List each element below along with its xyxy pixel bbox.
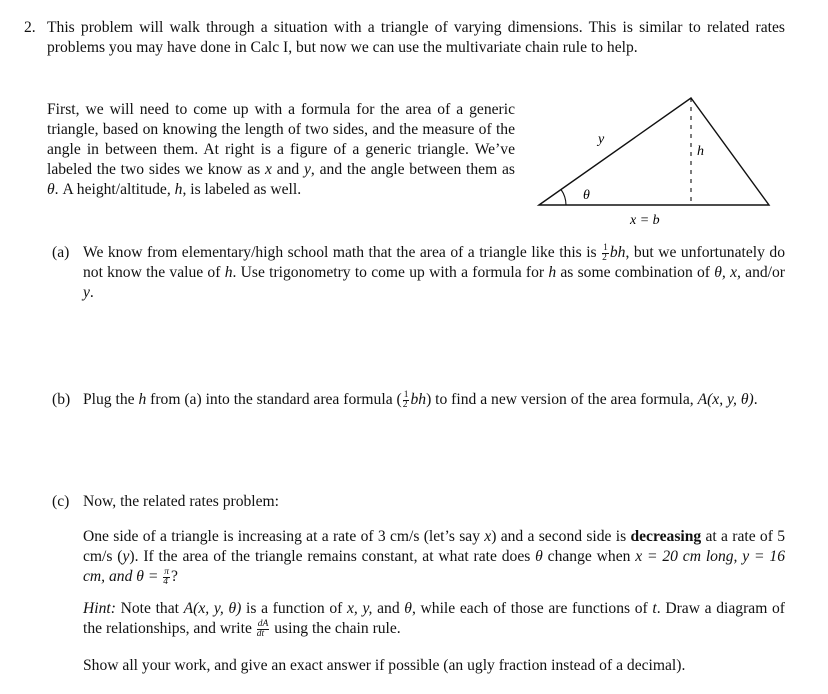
hint-text-3: and [372, 600, 405, 617]
hint-text-2: is a function of [241, 600, 347, 617]
part-c-conditions: x = 20 cm long, y = 16 cm, and θ = [83, 548, 785, 585]
setup-var-theta: θ [47, 181, 55, 198]
part-c-text-4: ). If the area of the triangle remains constant, at what rate does [129, 548, 536, 565]
part-b-text-3: ) to find a new version of the area formula, [426, 391, 698, 408]
part-a-var-y: y [83, 284, 90, 301]
dA-num: dA [257, 618, 269, 629]
part-c-intro: Now, the related rates problem: [83, 493, 280, 510]
dA-dt-fraction [257, 620, 270, 639]
part-b-label: (b) [52, 391, 71, 408]
part-c-label: (c) [52, 493, 70, 510]
part-c-var-x: x [484, 528, 492, 545]
problem-intro: This problem will walk through a situation with a triangle of varying dimensions. This is similar to related rates problems you may have done in Calc I, but now we can use the multivariate chain rule to help. [47, 19, 785, 56]
bh-var-a: bh [609, 244, 626, 261]
pi-den: 4 [163, 576, 168, 587]
half-fraction-b [403, 391, 410, 410]
part-c-var-theta: θ [535, 548, 543, 565]
setup-var-x: x [264, 161, 272, 178]
half-fraction-a [602, 244, 609, 263]
angle-label: θ [583, 188, 590, 203]
part-a-label: (a) [52, 244, 70, 261]
hint-theta: θ [404, 600, 412, 617]
hint-vars: x, y, [346, 600, 373, 617]
setup-var-h: h [174, 181, 183, 198]
part-c-text-1: One side of a triangle is increasing at a rate of 3 cm/s (let’s say [83, 528, 485, 545]
part-b-text-2: from (a) into the standard area formula ( [146, 391, 402, 408]
part-a-text-1: We know from elementary/high school math that the area of a triangle like this is [83, 244, 602, 261]
part-a-var-h2: h [548, 264, 557, 281]
part-a-vars: θ, x, [714, 264, 741, 281]
part-b-text-4: . [753, 391, 758, 408]
decreasing-emphasis: decreasing [630, 528, 702, 545]
part-c-problem [83, 527, 785, 587]
dt-den: dt [256, 628, 265, 639]
part-c-text-3: at a rate of 5 cm/s ( [83, 528, 786, 565]
hint-text-5: . Draw a diagram of the relationships, and write [83, 600, 785, 637]
hint-text-6: using the chain rule. [270, 620, 401, 637]
hint-paragraph [83, 599, 785, 639]
setup-text-1: First, we will need to come up with a formula for the area of a generic triangle, based on knowing the length of two sides, and the measure of the angle in between them. At right is a figure of a generic triangle. We’ve labeled the two sides we know as [47, 101, 515, 178]
part-b-text [83, 390, 785, 410]
hint-label: Hint: [83, 600, 116, 617]
triangle-shape [539, 98, 769, 205]
part-a-text-3: . Use trigonometry to come up with a formula for [232, 264, 549, 281]
part-c-var-y: y [122, 548, 130, 565]
hint-function: A(x, y, θ) [183, 600, 242, 617]
problem-number: 2. [24, 19, 36, 36]
hint-text-4: , while each of those are functions of [411, 600, 653, 617]
hint-text-1: Note that [115, 600, 184, 617]
part-a-text-4: as some combination of [556, 264, 715, 281]
triangle-figure [535, 88, 785, 228]
part-a-var-h: h [224, 264, 233, 281]
side-y-label: y [598, 132, 605, 147]
part-c-text-5: change when [542, 548, 636, 565]
setup-text-3: , and the angle between them as [310, 161, 515, 178]
half-num: 1 [603, 242, 608, 253]
hint-var-t: t [652, 600, 657, 617]
final-instruction: Show all your work, and give an exact answer if possible (an ugly fraction instead of a decimal). [83, 657, 686, 674]
part-a-text-2: , but we unfortunately do not know the value of [83, 244, 785, 281]
part-c-text-6: ? [171, 568, 178, 585]
setup-text-4: . A height/altitude, [54, 181, 175, 198]
base-label: x = b [630, 213, 660, 228]
half-den-b: 2 [402, 399, 408, 410]
setup-text-5: , is labeled as well. [182, 181, 302, 198]
part-a-text-5: and/or [740, 264, 785, 281]
setup-text-2: and [271, 161, 304, 178]
area-function-b: A(x, y, θ) [697, 391, 754, 408]
pi-num: π [164, 566, 170, 577]
half-num-b: 1 [403, 389, 409, 400]
part-c-text-2: ) and a second side is [491, 528, 631, 545]
angle-arc [561, 190, 566, 206]
part-b-text-1: Plug the [83, 391, 139, 408]
setup-paragraph [47, 100, 515, 200]
pi-over-4-fraction [163, 568, 170, 587]
bh-var-b: bh [410, 391, 427, 408]
part-b-var-h: h [138, 391, 147, 408]
half-den: 2 [602, 252, 607, 263]
setup-var-y: y [304, 161, 311, 178]
height-label: h [697, 144, 704, 159]
part-a-text [83, 243, 785, 303]
part-a-text-6: . [89, 284, 94, 301]
